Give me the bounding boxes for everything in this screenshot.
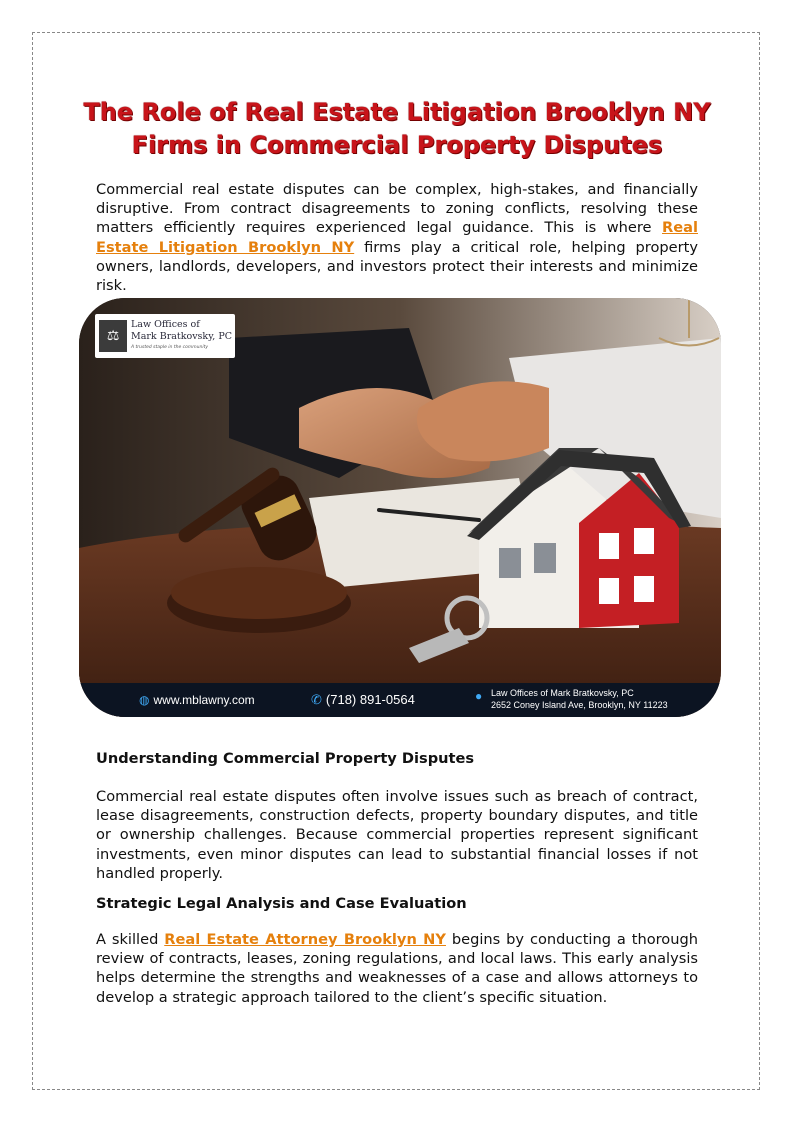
section1-heading: Understanding Commercial Property Disputes (96, 750, 475, 767)
title-line-1: The Role of Real Estate Litigation Brooklyn NY (83, 98, 711, 126)
section1-paragraph: Commercial real estate disputes often involve issues such as breach of contract, lease disagreements, construction defects, property boundary disputes, and title or ownership challenges. Because commercial properties represent significant investments, even minor disputes can lead to substantial financial losses if not handled properly. (96, 788, 698, 882)
phone-text: (718) 891-0564 (325, 692, 415, 707)
page-title (60, 96, 734, 162)
intro-text-before: Commercial real estate disputes can be complex, high-stakes, and financially disruptive. From contract disagreements to zoning conflicts, resolving these matters efficiently requires experienced legal guidance. This is where (96, 181, 698, 237)
logo-tagline: A trusted staple in the community (131, 345, 209, 350)
intro-paragraph (96, 180, 698, 295)
section2-text-before: A skilled (96, 931, 165, 948)
intro-text-after: firms play a critical role, helping property owners, landlords, developers, and investors protect their interests and minimize risk. (96, 238, 698, 295)
section2-paragraph (96, 930, 698, 1007)
hero-illustration (79, 298, 721, 717)
section2-heading: Strategic Legal Analysis and Case Evaluation (96, 895, 467, 912)
website-text: www.mblawny.com (153, 693, 255, 707)
location-pin-icon: ● (475, 689, 483, 703)
address-line-1: Law Offices of Mark Bratkovsky, PC (491, 688, 634, 698)
address-line-2: 2652 Coney Island Ave, Brooklyn, NY 11223 (491, 700, 668, 710)
scales-icon: ⚖ (99, 320, 127, 352)
footer-website[interactable] (139, 693, 255, 707)
logo-line-2: Mark Bratkovsky, PC (131, 331, 232, 342)
firm-logo (95, 314, 235, 358)
footer-phone[interactable] (311, 692, 415, 708)
contact-bar (79, 683, 721, 717)
real-estate-litigation-link[interactable]: Real Estate Litigation Brooklyn NY (96, 219, 698, 256)
title-line-2: Firms in Commercial Property Disputes (131, 131, 663, 159)
real-estate-attorney-link[interactable]: Real Estate Attorney Brooklyn NY (164, 931, 446, 948)
logo-line-1: Law Offices of (131, 319, 200, 330)
hero-image (79, 298, 721, 717)
globe-icon: ◍ (139, 693, 150, 707)
section2-text-after: begins by conducting a thorough review of contracts, leases, zoning regulations, and local laws. This early analysis helps determine the strengths and weaknesses of a case and allows attorneys to develop a strategic approach tailored to the client’s specific situation. (96, 931, 698, 1006)
phone-icon: ✆ (311, 692, 322, 707)
